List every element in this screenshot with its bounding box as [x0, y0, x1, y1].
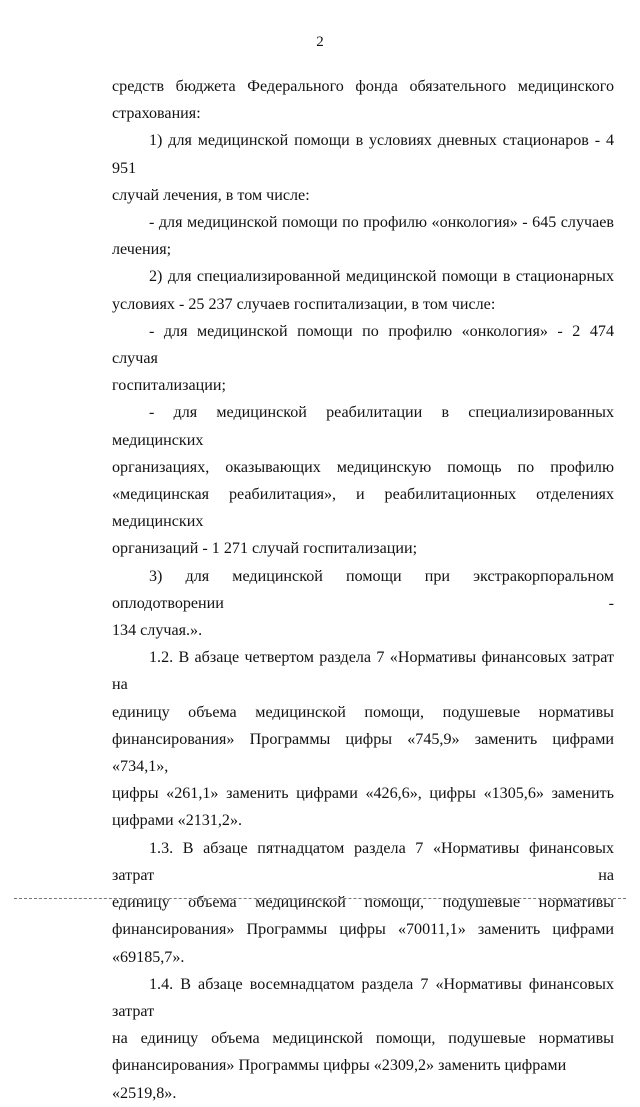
text-line: случай лечения, в том числе:: [112, 186, 310, 204]
text-line: 1.2. В абзаце четвертом раздела 7 «Нормативы финансовых затрат на: [112, 649, 614, 694]
paragraph-item-1-3: [112, 835, 614, 971]
text-line: на единицу объема медицинской помощи, подушевые нормативы: [112, 1030, 614, 1048]
text-line: единицу объема медицинской помощи, подушевые нормативы: [112, 894, 614, 912]
text-line: цифры «261,1» заменить цифрами «426,6», цифры «1305,6» заменить: [112, 785, 614, 803]
text-line: «медицинская реабилитация», и реабилитационных отделениях медицинских: [112, 486, 614, 531]
text-line: лечения;: [112, 241, 172, 259]
text-line: 134 случая.».: [112, 622, 203, 640]
text-line: организаций - 1 271 случай госпитализации;: [112, 540, 418, 558]
text-line: - для медицинской помощи по профилю «онкология» - 2 474 случая: [112, 322, 614, 368]
paragraph-oncology-day: [112, 209, 614, 263]
document-body: [112, 73, 614, 1107]
page-number: 2: [316, 34, 324, 50]
text-line: госпитализации;: [112, 377, 226, 395]
text-line: финансирования» Программы цифры «2309,2» заменить цифрами «2519,8».: [112, 1057, 567, 1102]
text-line: страхования:: [112, 105, 201, 123]
text-line: «69185,7».: [112, 948, 185, 966]
paragraph-funding-source: [112, 73, 614, 127]
text-line: - для медицинской реабилитации в специализированных медицинских: [112, 404, 614, 449]
text-line: единицу объема медицинской помощи, подушевые нормативы: [112, 703, 614, 721]
text-line: средств бюджета Федерального фонда обязательного медицинского: [112, 78, 614, 95]
paragraph-day-hospital: [112, 127, 614, 209]
text-line: условиях - 25 237 случаев госпитализации, в том числе:: [112, 295, 496, 313]
paragraph-ivf: [112, 563, 614, 645]
text-line: - для медицинской помощи по профилю «онкология» - 645 случаев: [149, 214, 614, 232]
text-line: финансирования» Программы цифры «70011,1» заменить цифрами: [112, 921, 614, 939]
paragraph-item-1-4: [112, 971, 614, 1107]
text-line: 1.3. В абзаце пятнадцатом раздела 7 «Нормативы финансовых затрат на: [112, 839, 614, 884]
paragraph-rehabilitation: [112, 399, 614, 562]
text-line: 1.4. В абзаце восемнадцатом раздела 7 «Нормативы финансовых затрат: [112, 975, 614, 1020]
text-line: финансирования» Программы цифры «745,9» заменить цифрами «734,1»,: [112, 730, 614, 776]
paragraph-oncology-hospital: [112, 318, 614, 400]
paragraph-specialized-care: [112, 263, 614, 317]
text-line: организациях, оказывающих медицинскую помощь по профилю: [112, 458, 614, 476]
text-line: 3) для медицинской помощи при экстракорпоральном оплодотворении -: [112, 567, 614, 612]
text-line: 2) для специализированной медицинской помощи в стационарных: [149, 268, 614, 286]
text-line: цифрами «2131,2».: [112, 812, 243, 830]
bottom-divider: [14, 898, 626, 899]
text-line: 1) для медицинской помощи в условиях дневных стационаров - 4 951: [112, 132, 614, 177]
paragraph-item-1-2: [112, 644, 614, 834]
